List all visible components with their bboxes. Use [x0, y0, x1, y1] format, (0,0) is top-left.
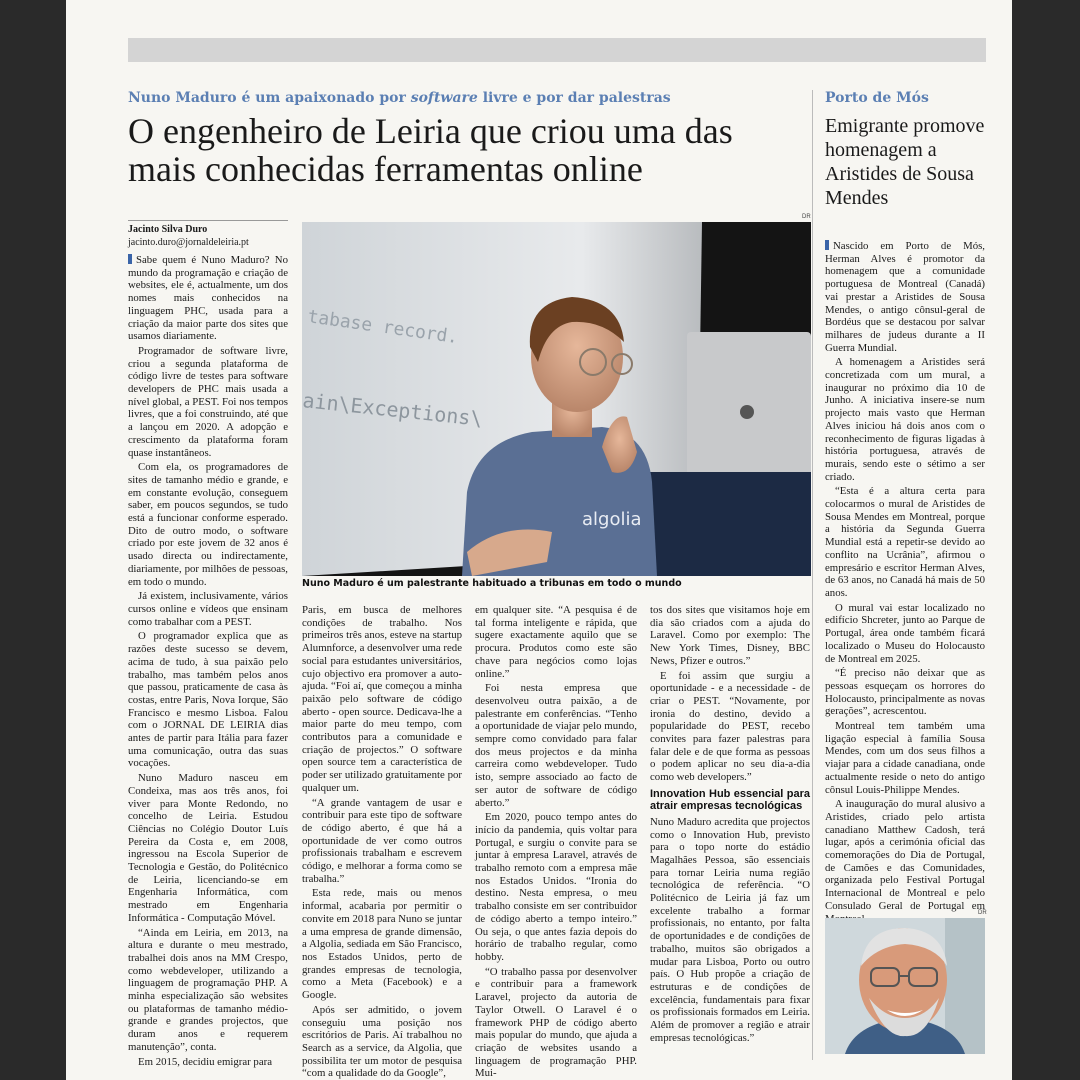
- paragraph: A inauguração do mural alusivo a Aristides, criado pelo artista canadiano Matthew Cadosh, terá lugar, após a cerimónia oficial das comemorações do Dia de Portugal, de Camões e das Comunidades, organizada pelo Festival Portugal Internacional de Montreal e pelo Consulado Geral de Portugal em: [825, 798, 985, 912]
- paragraph: Paris, em busca de melhores condições de trabalho. Nos primeiros três anos, esteve na startup Alumnforce, a desenvolver uma rede social para estudantes universitários, cujo objectivo era promover a auto-ajuda. “Foi aí, que começou a minha paixão pelo software de código aberto - open source. Dedicava-lhe a maior parte do meu tempo, com contributos para a comunidade e criação de projectos.” O software open source tem a característica de poder ser utilizado gratuitamente por qualquer um.: [302, 604, 462, 794]
- photo-credit: DR: [802, 214, 811, 220]
- paragraph: Com ela, os programadores de sites de tamanho médio e grande, e em constante evolução, conseguem saber, em poucos segundos, se tudo está a funcionar conforme esperado. Dito de outro modo, o software criado por este jovem de 32 anos é usado directa ou indirectamente, diariamente, por milhões de pessoas, em todo o mundo.: [128, 461, 288, 588]
- top-header-bar: [128, 38, 986, 62]
- article-kicker: Nuno Maduro é um apaixonado por software livre e por dar palestras: [128, 90, 671, 106]
- speaker-photo-image: [302, 222, 811, 576]
- paragraph: “Ainda em Leiria, em 2013, na altura e durante o meu mestrado, trabalhei dois anos na MM Crespo, como webdeveloper, utilizando a linguagem de programação PHP. A minha especialização são websites ou plataformas de tamanho médio-grande e grandes projectos, que duram anos e requerem manutenção”, conta.: [128, 926, 288, 1053]
- paragraph: Foi nesta empresa que desenvolveu outra paixão, a de palestrante em conferências. “Tenho a oportunidade de viajar pelo mundo, sempre como convidado para falar dos meus projectos e da minha carreira como webdeveloper. Tudo isto, sempre associado ao facto de ser autor de software de código aberto.”: [475, 682, 637, 809]
- portrait-credit: DR: [978, 910, 987, 916]
- paragraph: O mural vai estar localizado no edifício Shcreter, junto ao Parque de Portugal, área onde também ficará localizado o Museu do Holocausto de Montreal em 2025.: [825, 601, 985, 665]
- article-column-4: [650, 604, 810, 1062]
- paragraph: Já existem, inclusivamente, vários cursos online e vídeos que ensinam como trabalhar com a PEST.: [128, 590, 288, 628]
- photo-caption: Nuno Maduro é um palestrante habituado a tribunas em todo o mundo: [302, 578, 682, 589]
- speaker-photo: [302, 222, 811, 576]
- sidebar-article: [825, 240, 985, 912]
- paragraph: Nuno Maduro nasceu em Condeixa, mas aos três anos, foi viver para Monte Redondo, no concelho de Leiria. Estudou Ciências no Colégio Doutor Luís Pereira da Costa e, em 2008, ingressou na Escola Superior de Tecnologia e Gestão, do Politécnico de Leiria, licenciando-se em Engenharia Informática, com mestrado em Engenharia Informática - Computação Móvel.: [128, 772, 288, 924]
- paragraph: E foi assim que surgiu a oportunidade - e a necessidade - de criar o PEST. “Novamente, por ironia do destino, devido a popularidade do PEST, recebo convites para fazer palestras para falar dele e de que forma as pessoas o podem aplicar no seu dia-a-dia como web developers.”: [650, 669, 810, 784]
- shirt-logo-text: algolia: [582, 509, 642, 530]
- sidebar-headline: Emigrante promove homenagem a Aristides de Sousa Mendes: [825, 115, 985, 209]
- innovation-hub-subhead: Innovation Hub essencial para atrair empresas tecnológicas: [650, 787, 810, 812]
- article-headline: O engenheiro de Leiria que criou uma das mais conhecidas ferramentas online: [128, 111, 733, 189]
- paragraph: Em 2015, decidiu emigrar para: [138, 1055, 273, 1068]
- newspaper-page: [66, 0, 1012, 1080]
- paragraph-marker: [128, 254, 132, 264]
- slide-code-line-2: ain\Exceptions\: [301, 388, 484, 431]
- paragraph: Esta rede, mais ou menos informal, acabaria por permitir o convite em 2018 para Nuno se juntar a uma empresa de grande dimensão, a Algolia, sediada em São Francisco, nos Estados Unidos, perto de grandes empresas de tecnologia, como a Meta (Facebook) e a Google.: [302, 887, 462, 1002]
- paragraph: Após ser admitido, o jovem conseguiu uma posição nos escritórios de Paris. Aí trabalhou no Search as a service, da Algolia, que possibilita ter um motor de pesquisa “com a qualidade do da Google”,: [302, 1003, 462, 1080]
- herman-alves-portrait: [825, 918, 985, 1054]
- paragraph: tos dos sites que visitamos hoje em dia são criados com a ajuda do Laravel. Como por exemplo: The New York Times, Disney, BBC News, Pfizer e outros.”: [650, 604, 810, 667]
- article-column-2: [302, 604, 462, 1080]
- paragraph-marker: [825, 240, 829, 250]
- author-name: Jacinto Silva Duro: [128, 224, 208, 235]
- sidebar-kicker: Porto de Mós: [825, 90, 929, 106]
- portrait-image: [825, 918, 985, 1054]
- byline: [128, 220, 288, 249]
- paragraph: Nascido em Porto de Mós, Herman Alves é promotor da homenagem que a comunidade portuguesa de Montreal (Canadá) vai prestar a Aristides de Sousa Mendes, o antigo cônsul-geral de Bordéus que se destacou por salvar milhares de judeus durante a II Guerra Mundial.: [825, 240, 985, 354]
- article-column-1: [128, 254, 288, 1068]
- paragraph: Sabe quem é Nuno Maduro? No mundo da programação e criação de websites, ele é, actualmente, um dos nomes mais conhecidos na linguagem PHC, usada para a criação da maior parte dos sites que usamos diariamente.: [128, 254, 288, 343]
- paragraph: Programador de software livre, criou a segunda plataforma de código livre de testes para software developers de PHC mais usada a nível global, a PEST. Foi nos tempos livres, que a foi construindo, até que a lançou em 2020. A adopção e crescimento da plataforma foram quase instantâneos.: [128, 344, 288, 459]
- paragraph: “O trabalho passa por desenvolver e contribuir para a framework Laravel, projecto da autoria de Taylor Otwell. O Laravel é o framework PHP de código aberto mais popular do mundo, que ajuda a criação de websites usando a linguagem de programação PHP. Mui-: [475, 965, 637, 1080]
- paragraph: O programador explica que as razões deste sucesso se devem, acima de tudo, à sua paixão pelo trabalho, mas também pelos anos que passou, praticamente de casa às costas, entre Paris, Nova Iorque, São Francisco e mesmo Lisboa. Falou com o JORNAL DE LEIRIA dias antes de partir para Itália para fazer uma comunicação, outra das suas vocações.: [128, 630, 288, 770]
- paragraph: “Esta é a altura certa para colocarmos o mural de Aristides de Sousa Mendes em Montreal, porque a história da Segunda Guerra Mundial está a repetir-se devido ao conflito na Ucrânia”, afirmou o empresário e escritor Herman Alves, de 63 anos, no Canadá há mais de 50 anos.: [825, 485, 985, 599]
- author-email: jacinto.duro@jornaldeleiria.pt: [128, 237, 249, 248]
- paragraph: A homenagem a Aristides será concretizada com um mural, a inaugurar no próximo dia 10 de Junho. A iniciativa insere-se num projecto mais vasto que Herman Alves iniciou há dois anos com o reconhecimento de figuras ligadas à história portuguesa, através de murais, sendo este o sétimo a ser criado.: [825, 356, 985, 483]
- column-divider: [812, 90, 813, 1060]
- paragraph: “A grande vantagem de usar e contribuir para este tipo de software de código aberto, é que há a oportunidade de ver como outros profissionais trabalham e escrevem código, e melhorar a forma como se trabalha.”: [302, 796, 462, 885]
- paragraph: Montreal tem também uma ligação especial à família Sousa Mendes, com um dos seus filhos a viajar para a cidade canadiana, onde actualmente reside o neto do antigo cônsul Louis-Philippe Mendes.: [825, 720, 985, 796]
- article-column-3: [475, 604, 637, 1080]
- paragraph: Nuno Maduro acredita que projectos como o Innovation Hub, previsto para o topo norte do estádio Magalhães Pessoa, são essenciais para tornar Leiria numa região tecnológica de referência. “O Politécnico de Leiria já faz um excelente trabalho a formar profissionais, no entanto, por falta de oportunidades e de condições de trabalho, muitos são obrigados a mudar para Lisboa, Porto ou outro país. O Hub propõe a criação de estruturas e de condições de excelência, fundamentais para fixar os profissionais formados em Leiria. Além de promover a região e atrair empresas tecnológicas.”: [650, 815, 810, 1044]
- slide-code-line-1: tabase record.: [306, 306, 460, 349]
- paragraph: “É preciso não deixar que as pessoas esqueçam os horrores do Holocausto, principalmente as novas gerações”, acrescentou.: [825, 667, 985, 718]
- paragraph: Em 2020, pouco tempo antes do início da pandemia, quis voltar para Portugal, e surgiu o convite para se juntar à empresa Laravel, através de trabalho remoto com a empresa mãe nos Estados Unidos. “Ironia do destino. Nesta empresa, o meu trabalho consiste em ser contribuidor de código aberto a tempo inteiro.” Ou seja, o que antes fazia depois do horário de trabalho regular, como hobby.: [475, 811, 637, 963]
- paragraph: em qualquer site. “A pesquisa é de tal forma inteligente e rápida, que sugere exactamente aquilo que se procura. Produtos como este são chave para negócios como lojas online.”: [475, 604, 637, 680]
